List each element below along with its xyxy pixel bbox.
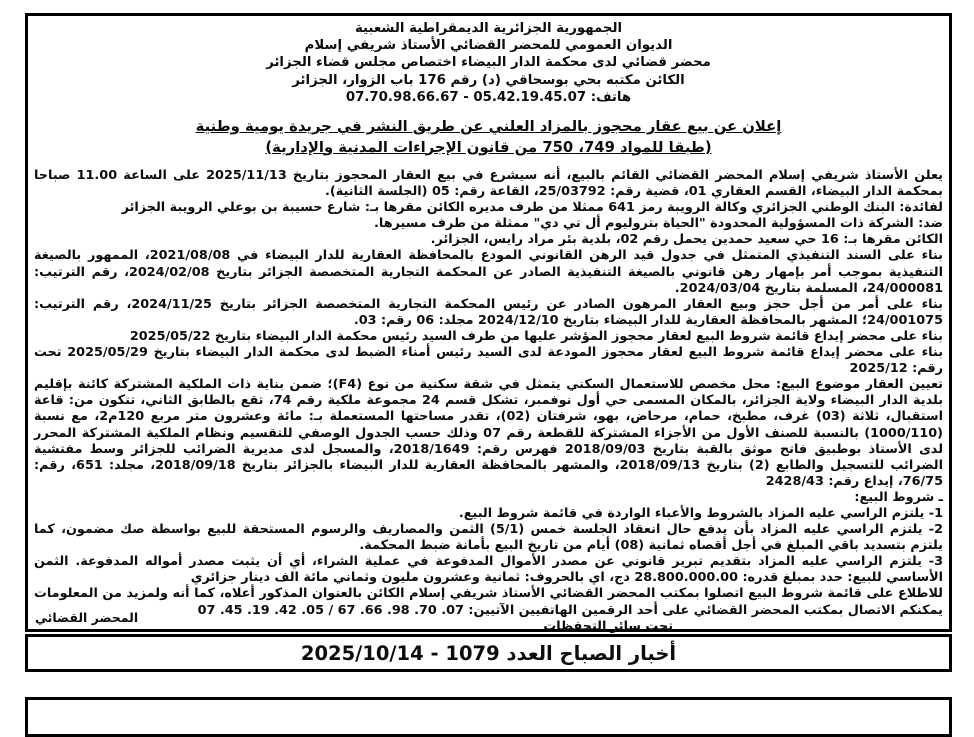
newspaper-banner-text: أخبار الصباح العدد 1079 - 2025/10/14 bbox=[300, 641, 677, 665]
announcement-title-line1: إعلان عن بيع عقار محجوز بالمزاد العلني عن طريق النشر في جريدة يومية وطنية bbox=[195, 118, 782, 136]
body-paragraph-intro: يعلن الأستاذ شريفي إسلام المحضر القضائي القائم بالبيع، أنه سيشرع في بيع العقار المحجوز بتاريخ 2025/11/13 على الساعة 11.00 صباحا بمحكمة الدار البيضاء، القسم العقاري 01، قضية رقم: 25/03792، القاعة رقم: 05 (الجلسة الثانية). bbox=[34, 168, 943, 200]
header-line-republic: الجمهورية الجزائرية الديمقراطية الشعبية bbox=[354, 21, 623, 36]
header-line-address: الكائن مكتبه بحي بوسحاقي (د) رقم 176 باب الزوار، الجزائر bbox=[292, 72, 685, 88]
body-paragraph-property: تعيين العقار موضوع البيع: محل مخصص للاستعمال السكني يتمثل في شقة سكنية من نوع (F4)؛ ضمن بناية ذات الملكية المشتركة كائنة بإقليم بلدية الدار البيضاء ولاية الجزائر، بالمكان المسمى حي أول نوفمبر، تشكل قسم 24 مجموعة ملكية رقم 74، تقع بالطابق الثاني، تتكون من: قاعة استقبال، ثلاثة (03) غرف، مطبخ، حمام، مرحاض، بهو، شرفتان (02)، تقدر مساحتها المستعملة بـ: مائة وعشرون متر مربع 120م2، مع نسبة (1000/110) بالنسبة للصنف الأول من الأجزاء المشتركة للقطعة رقم 07 وذلك حسب الجدول الوصفي للتقسيم ونظام الملكية المشتركة المحرر لدى الأستاذ بوطبيق فاتح موثق بالقبة بتاريخ 2018/09/03 فهرس رقم: 2018/1649، والمسجل لدى مديرية الضرائب للجزائر وسط مفتشية الضرائب للتسجيل والطابع (2) بتاريخ 2018/09/13، والمشهر بالمحافظة العقارية للدار البيضاء بالجزائر بتاريخ 2018/09/18، مجلد: 651، رقم: 76/75، إيداع رقم: 2428/43 bbox=[34, 377, 943, 489]
newspaper-banner bbox=[25, 634, 952, 672]
body-paragraph-deposit-2: بناء على محضر إيداع قائمة شروط البيع لعقار محجوز المودعة لدى السيد رئيس أمناء الضبط لدى محكمة الدار البيضاء بتاريخ 2025/05/29 تحت رقم: 2025/12 bbox=[34, 345, 943, 377]
header-line-office: الديوان العمومي للمحضر القضائي الأستاذ شريفي إسلام bbox=[304, 38, 673, 54]
body-paragraph-condition-1: 1- يلتزم الراسي عليه المزاد بالشروط والأعباء الواردة في قائمة شروط البيع. bbox=[458, 505, 943, 521]
body-paragraph-writ: بناء على السند التنفيذي المتمثل في جدول قيد الرهن القانوني المودع بالمحافظة العقارية للدار البيضاء في 2021/08/08، الممهور بالصيغة التنفيذية بموجب أمر بإمهار رهن قانوني بالصيغة التنفيذية الصادر عن المحكمة التجارية المتخصصة الجزائر بتاريخ 2024/02/08، رقم الترتيب: 24/000081، المسلمة بتاريخ 2024/03/04. bbox=[34, 248, 943, 296]
header-line-phone: هاتف: 05.42.19.45.07 - 07.70.98.66.67 bbox=[345, 89, 632, 105]
announcement-title-line2: (طبقا للمواد 749، 750 من قانون الإجراءات المدنية والإدارية) bbox=[265, 138, 712, 156]
body-paragraph-seizure-order: بناء على أمر من أجل حجز وبيع العقار المرهون الصادر عن رئيس المحكمة التجارية المتخصصة الجزائر بتاريخ 2024/11/25، رقم الترتيب: 24/001075؛ المشهر بالمحافظة العقارية للدار البيضاء بتاريخ 2024/12/10 مجلد: 06 رقم: 03. bbox=[34, 296, 943, 328]
announcement-box bbox=[25, 13, 952, 632]
announcement-title bbox=[34, 117, 943, 158]
body-paragraph-condition-2: 2- يلتزم الراسي عليه المزاد بأن يدفع حال انعقاد الجلسة خمس (5/1) الثمن والمصاريف والرسوم المستحقة للبيع بواسطة صك مضمون، كما يلتزم بتسديد باقي المبلغ في أجل أقصاه ثمانية (08) أيام من تاريخ البيع بأمانة ضبط المحكمة. bbox=[34, 522, 943, 554]
announcement-body bbox=[34, 168, 943, 634]
body-paragraph-reservations: تحت سائر التحفظات bbox=[543, 618, 673, 634]
body-paragraph-beneficiary: لفائدة: البنك الوطني الجزائري وكالة الرويبة رمز 641 ممثلا من طرف مديره الكائن مقرها بـ: شارع حسيبة بن بوعلي الرويبة الجزائر bbox=[121, 200, 943, 216]
body-paragraph-address: الكائن مقرها بـ: 16 حي سعيد حمدين يحمل رقم 02، بلدية بئر مراد رايس، الجزائر. bbox=[430, 232, 943, 248]
header-line-bailiff: محضر قضائي لدى محكمة الدار البيضاء اختصاص مجلس قضاء الجزائر bbox=[266, 55, 711, 71]
body-paragraph-deposit-1: بناء على محضر إيداع قائمة شروط البيع لعقار محجوز المؤشر عليها من طرف السيد رئيس محكمة الدار البيضاء بتاريخ 2025/05/22 bbox=[129, 328, 943, 344]
body-paragraph-against: ضد: الشركة ذات المسؤولية المحدودة "الحياة بتروليوم أل تي دي" ممثلة من طرف مسيرها. bbox=[374, 216, 943, 232]
body-paragraph-contact: للاطلاع على قائمة شروط البيع اتصلوا بمكتب المحضر القضائي الأستاذ شريفي إسلام الكائن بالعنوان المذكور أعلاه، كما أنه ولمزيد من المعلومات يمكنكم الاتصال بمكتب المحضر القضائي على أحد الرقمين الهاتفيين الآتيين: 07. 70. 98. 66. 67 / 05. 42. 19. 45. 07 bbox=[34, 586, 943, 618]
bailiff-signature-label: المحضر القضائي bbox=[35, 610, 139, 625]
body-paragraph-condition-3: 3- يلتزم الراسي عليه المزاد بتقديم تبرير قانوني عن مصدر الأموال المدفوعة في عملية الشراء، أي أن يثبت مصدر أمواله المدفوعة. الثمن الأساسي للبيع: حدد بمبلغ قدره: 28.800.000.00 دج، اي بالحروف: ثمانية وعشرون مليون وثماني مائة الف دينار جزائري bbox=[34, 554, 943, 586]
official-header bbox=[34, 20, 943, 106]
body-paragraph-conditions-heading: ـ شروط البيع: bbox=[854, 489, 943, 505]
next-announcement-box bbox=[25, 697, 952, 737]
